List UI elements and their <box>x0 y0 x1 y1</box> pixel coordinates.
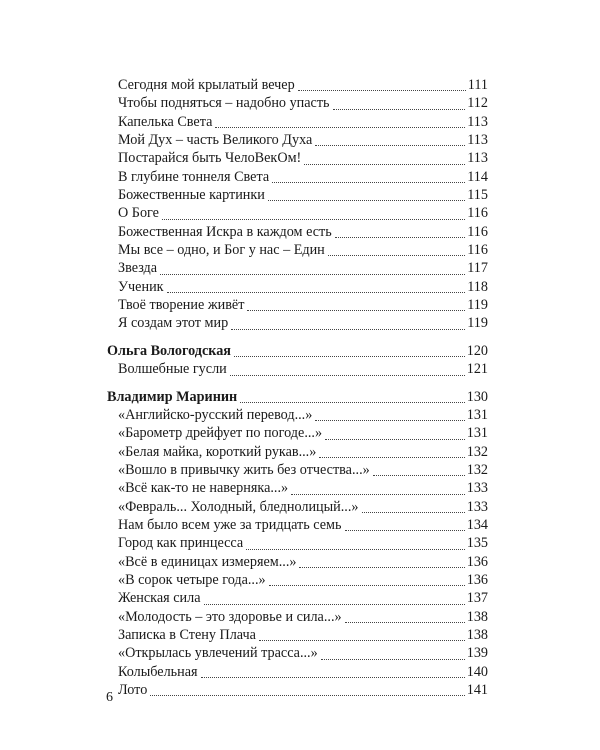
toc-entry-title: Божественная Искра в каждом есть <box>118 223 332 240</box>
toc-entry-title: «Вошло в привычку жить без отчества...» <box>118 461 370 478</box>
toc-entry-title: Волшебные гусли <box>118 361 227 378</box>
dot-leader <box>160 274 465 275</box>
toc-entry-page: 141 <box>466 682 488 698</box>
toc-entry-page: 132 <box>466 443 488 460</box>
dot-leader <box>246 549 465 550</box>
dot-leader <box>201 677 465 678</box>
toc-entry <box>107 131 488 149</box>
toc-entry <box>107 626 488 644</box>
toc-entry <box>107 479 488 497</box>
toc-entry-page: 135 <box>466 535 488 552</box>
toc-entry-title: Лото <box>118 682 148 698</box>
toc-entry-title: Чтобы подняться – надобно упасть <box>118 95 330 112</box>
toc-author-entry <box>107 342 488 360</box>
toc-entry <box>107 589 488 607</box>
toc-author-entry <box>107 388 488 406</box>
toc-entry <box>107 259 488 277</box>
dot-leader <box>204 604 465 605</box>
toc-entry-page: 132 <box>466 461 488 478</box>
table-of-contents <box>107 76 488 699</box>
toc-entry <box>107 571 488 589</box>
toc-entry-page: 120 <box>466 342 488 359</box>
dot-leader <box>315 145 465 146</box>
toc-entry-title: «В сорок четыре года...» <box>118 571 266 588</box>
toc-entry-title: Колыбельная <box>118 663 198 680</box>
toc-entry <box>107 241 488 259</box>
dot-leader <box>304 164 465 165</box>
toc-entry-title: О Боге <box>118 205 159 222</box>
section-gap <box>107 333 488 342</box>
toc-entry <box>107 314 488 332</box>
toc-entry-title: Сегодня мой крылатый вечер <box>118 77 295 93</box>
toc-entry-title: «Всё в единицах измеряем...» <box>118 553 297 570</box>
dot-leader <box>328 255 465 256</box>
toc-entry-page: 112 <box>467 95 488 112</box>
toc-entry-title: «Молодость – это здоровье и сила...» <box>118 608 342 625</box>
toc-entry-page: 119 <box>467 315 488 332</box>
toc-entry <box>107 516 488 534</box>
toc-entry-page: 134 <box>466 516 488 533</box>
toc-entry-title: «Английско-русский перевод...» <box>118 406 313 423</box>
toc-entry <box>107 498 488 516</box>
dot-leader <box>150 695 464 696</box>
dot-leader <box>259 640 465 641</box>
toc-entry-page: 116 <box>467 242 488 259</box>
dot-leader <box>272 182 465 183</box>
toc-entry <box>107 204 488 222</box>
toc-entry-page: 119 <box>467 297 488 314</box>
toc-entry-title: Божественные картинки <box>118 187 265 204</box>
toc-entry-page: 115 <box>467 187 488 204</box>
toc-entry-page: 138 <box>466 608 488 625</box>
dot-leader <box>215 127 465 128</box>
toc-entry-title: «Открылась увлечений трасса...» <box>118 645 318 662</box>
dot-leader <box>373 475 465 476</box>
toc-entry-page: 111 <box>467 77 488 93</box>
dot-leader <box>325 439 465 440</box>
toc-entry-title: Капелька Света <box>118 113 213 130</box>
toc-entry-title: Нам было всем уже за тридцать семь <box>118 516 342 533</box>
toc-entry-title: «Белая майка, короткий рукав...» <box>118 443 317 460</box>
dot-leader <box>319 457 464 458</box>
toc-entry-page: 138 <box>466 626 488 643</box>
toc-entry-title: Твоё творение живёт <box>118 297 245 314</box>
toc-entry-page: 140 <box>466 663 488 680</box>
toc-entry-page: 131 <box>466 425 488 442</box>
toc-entry-page: 133 <box>466 480 488 497</box>
dot-leader <box>362 512 465 513</box>
dot-leader <box>268 200 465 201</box>
toc-entry-title: В глубине тоннеля Света <box>118 168 270 185</box>
toc-entry-page: 116 <box>467 223 488 240</box>
dot-leader <box>315 420 464 421</box>
toc-entry <box>107 608 488 626</box>
toc-entry-title: «Февраль... Холодный, бледнолицый...» <box>118 498 359 515</box>
toc-entry-page: 113 <box>467 132 488 149</box>
toc-entry-title: «Всё как-то не наверняка...» <box>118 480 289 497</box>
dot-leader <box>335 237 466 238</box>
toc-entry <box>107 406 488 424</box>
dot-leader <box>240 402 465 403</box>
dot-leader <box>230 375 465 376</box>
toc-entry <box>107 534 488 552</box>
toc-entry-page: 133 <box>466 498 488 515</box>
toc-entry-page: 136 <box>466 571 488 588</box>
toc-entry-page: 113 <box>467 150 488 167</box>
dot-leader <box>162 219 465 220</box>
toc-entry <box>107 186 488 204</box>
section-gap <box>107 379 488 388</box>
toc-entry <box>107 681 488 699</box>
toc-entry-title: Мой Дух – часть Великого Духа <box>118 132 313 149</box>
toc-entry <box>107 278 488 296</box>
toc-entry-title: Женская сила <box>118 590 201 607</box>
toc-entry-page: 121 <box>466 361 488 378</box>
toc-entry <box>107 94 488 112</box>
toc-entry-page: 137 <box>466 590 488 607</box>
toc-entry-page: 117 <box>467 260 488 277</box>
toc-entry-page: 116 <box>467 205 488 222</box>
toc-entry <box>107 149 488 167</box>
toc-entry-page: 114 <box>467 168 488 185</box>
toc-entry-title: Мы все – одно, и Бог у нас – Един <box>118 242 325 259</box>
dot-leader <box>299 567 464 568</box>
toc-entry-title: Звезда <box>118 260 158 277</box>
toc-entry <box>107 424 488 442</box>
page-number: 6 <box>106 690 113 705</box>
dot-leader <box>298 90 466 91</box>
toc-entry <box>107 296 488 314</box>
dot-leader <box>247 310 465 311</box>
toc-entry-page: 136 <box>466 553 488 570</box>
dot-leader <box>345 530 465 531</box>
toc-entry <box>107 360 488 378</box>
toc-entry-title: Записка в Стену Плача <box>118 626 256 643</box>
toc-entry-page: 130 <box>466 388 488 405</box>
toc-entry-title: Город как принцесса <box>118 535 244 552</box>
toc-entry-page: 131 <box>466 406 488 423</box>
dot-leader <box>167 292 466 293</box>
toc-entry <box>107 553 488 571</box>
toc-entry <box>107 168 488 186</box>
toc-entry-page: 118 <box>467 278 488 295</box>
toc-entry-title: Ученик <box>118 278 164 295</box>
toc-entry <box>107 76 488 94</box>
toc-entry-page: 113 <box>467 113 488 130</box>
dot-leader <box>231 329 465 330</box>
toc-entry-title: Владимир Маринин <box>107 388 238 405</box>
toc-entry <box>107 644 488 662</box>
toc-entry-title: Ольга Вологодская <box>107 342 231 359</box>
dot-leader <box>333 109 466 110</box>
toc-entry-title: «Барометр дрейфует по погоде...» <box>118 425 323 442</box>
toc-entry <box>107 663 488 681</box>
toc-entry <box>107 443 488 461</box>
dot-leader <box>269 585 465 586</box>
dot-leader <box>234 356 465 357</box>
toc-entry-title: Я создам этот мир <box>118 315 229 332</box>
dot-leader <box>345 622 465 623</box>
toc-entry-page: 139 <box>466 645 488 662</box>
toc-entry <box>107 113 488 131</box>
toc-entry <box>107 461 488 479</box>
toc-entry <box>107 223 488 241</box>
dot-leader <box>321 659 465 660</box>
toc-entry-title: Постарайся быть ЧелоВекОм! <box>118 150 302 167</box>
dot-leader <box>291 494 465 495</box>
